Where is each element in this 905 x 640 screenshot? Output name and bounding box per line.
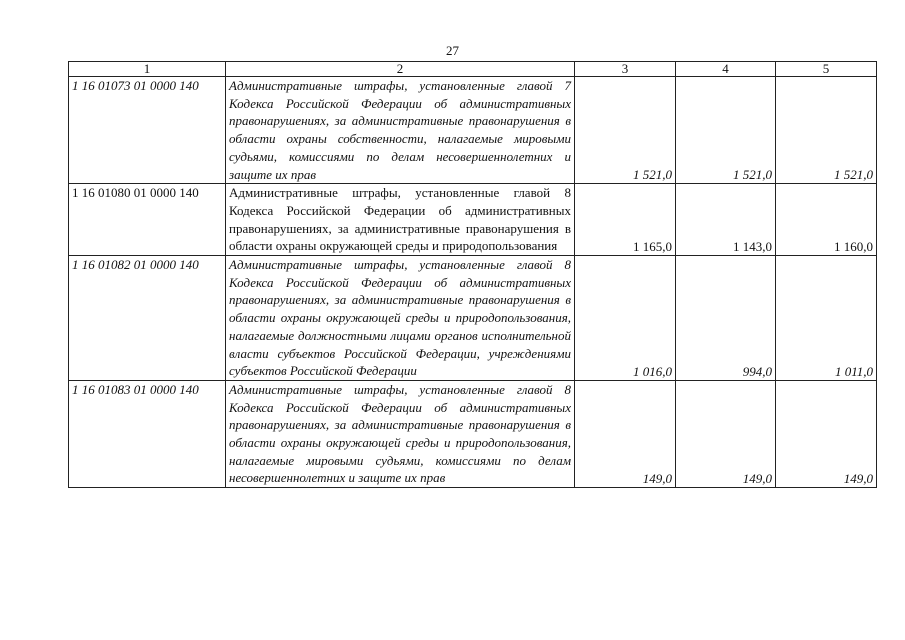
column-header-4: 4 [676, 62, 776, 77]
amount-col5-cell: 1 160,0 [776, 184, 877, 256]
amount-col5-cell: 1 011,0 [776, 256, 877, 381]
column-header-3: 3 [575, 62, 676, 77]
amount-col5-cell: 1 521,0 [776, 77, 877, 184]
amount-col5-cell: 149,0 [776, 380, 877, 487]
amount-col4-cell: 994,0 [676, 256, 776, 381]
amount-col4-cell: 1 521,0 [676, 77, 776, 184]
budget-code-cell: 1 16 01073 01 0000 140 [69, 77, 226, 184]
description-cell: Административные штрафы, установленные главой 8 Кодекса Российской Федерации об административных правонарушениях, за административные правонарушения в области охраны окружающей среды и природопользования, налагаемые должностными лицами органов исполнительной власти субъектов Российской Федерации, учреждениями субъектов Российской Федерации [226, 256, 575, 381]
table-row [69, 380, 877, 487]
amount-col4-cell: 149,0 [676, 380, 776, 487]
description-cell: Административные штрафы, установленные главой 8 Кодекса Российской Федерации об административных правонарушениях, за административные правонарушения в области охраны окружающей среды и природопользования [226, 184, 575, 256]
amount-col3-cell: 1 521,0 [575, 77, 676, 184]
column-header-2: 2 [226, 62, 575, 77]
amount-col3-cell: 149,0 [575, 380, 676, 487]
column-header-5: 5 [776, 62, 877, 77]
table-row [69, 184, 877, 256]
amount-col4-cell: 1 143,0 [676, 184, 776, 256]
budget-code-cell: 1 16 01080 01 0000 140 [69, 184, 226, 256]
table-row [69, 256, 877, 381]
budget-code-cell: 1 16 01082 01 0000 140 [69, 256, 226, 381]
table-row [69, 77, 877, 184]
description-cell: Административные штрафы, установленные главой 7 Кодекса Российской Федерации об административных правонарушениях, за административные правонарушения в области охраны собственности, налагаемые мировыми судьями, комиссиями по делам несовершеннолетних и защите их прав [226, 77, 575, 184]
page-number: 27 [446, 43, 459, 58]
column-header-1: 1 [69, 62, 226, 77]
amount-col3-cell: 1 016,0 [575, 256, 676, 381]
amount-col3-cell: 1 165,0 [575, 184, 676, 256]
table-header-row [69, 62, 877, 77]
description-cell: Административные штрафы, установленные главой 8 Кодекса Российской Федерации об административных правонарушениях, за административные правонарушения в области охраны окружающей среды и природопользования, налагаемые мировыми судьями, комиссиями по делам несовершеннолетних и защите их прав [226, 380, 575, 487]
budget-code-cell: 1 16 01083 01 0000 140 [69, 380, 226, 487]
budget-table [68, 61, 877, 488]
